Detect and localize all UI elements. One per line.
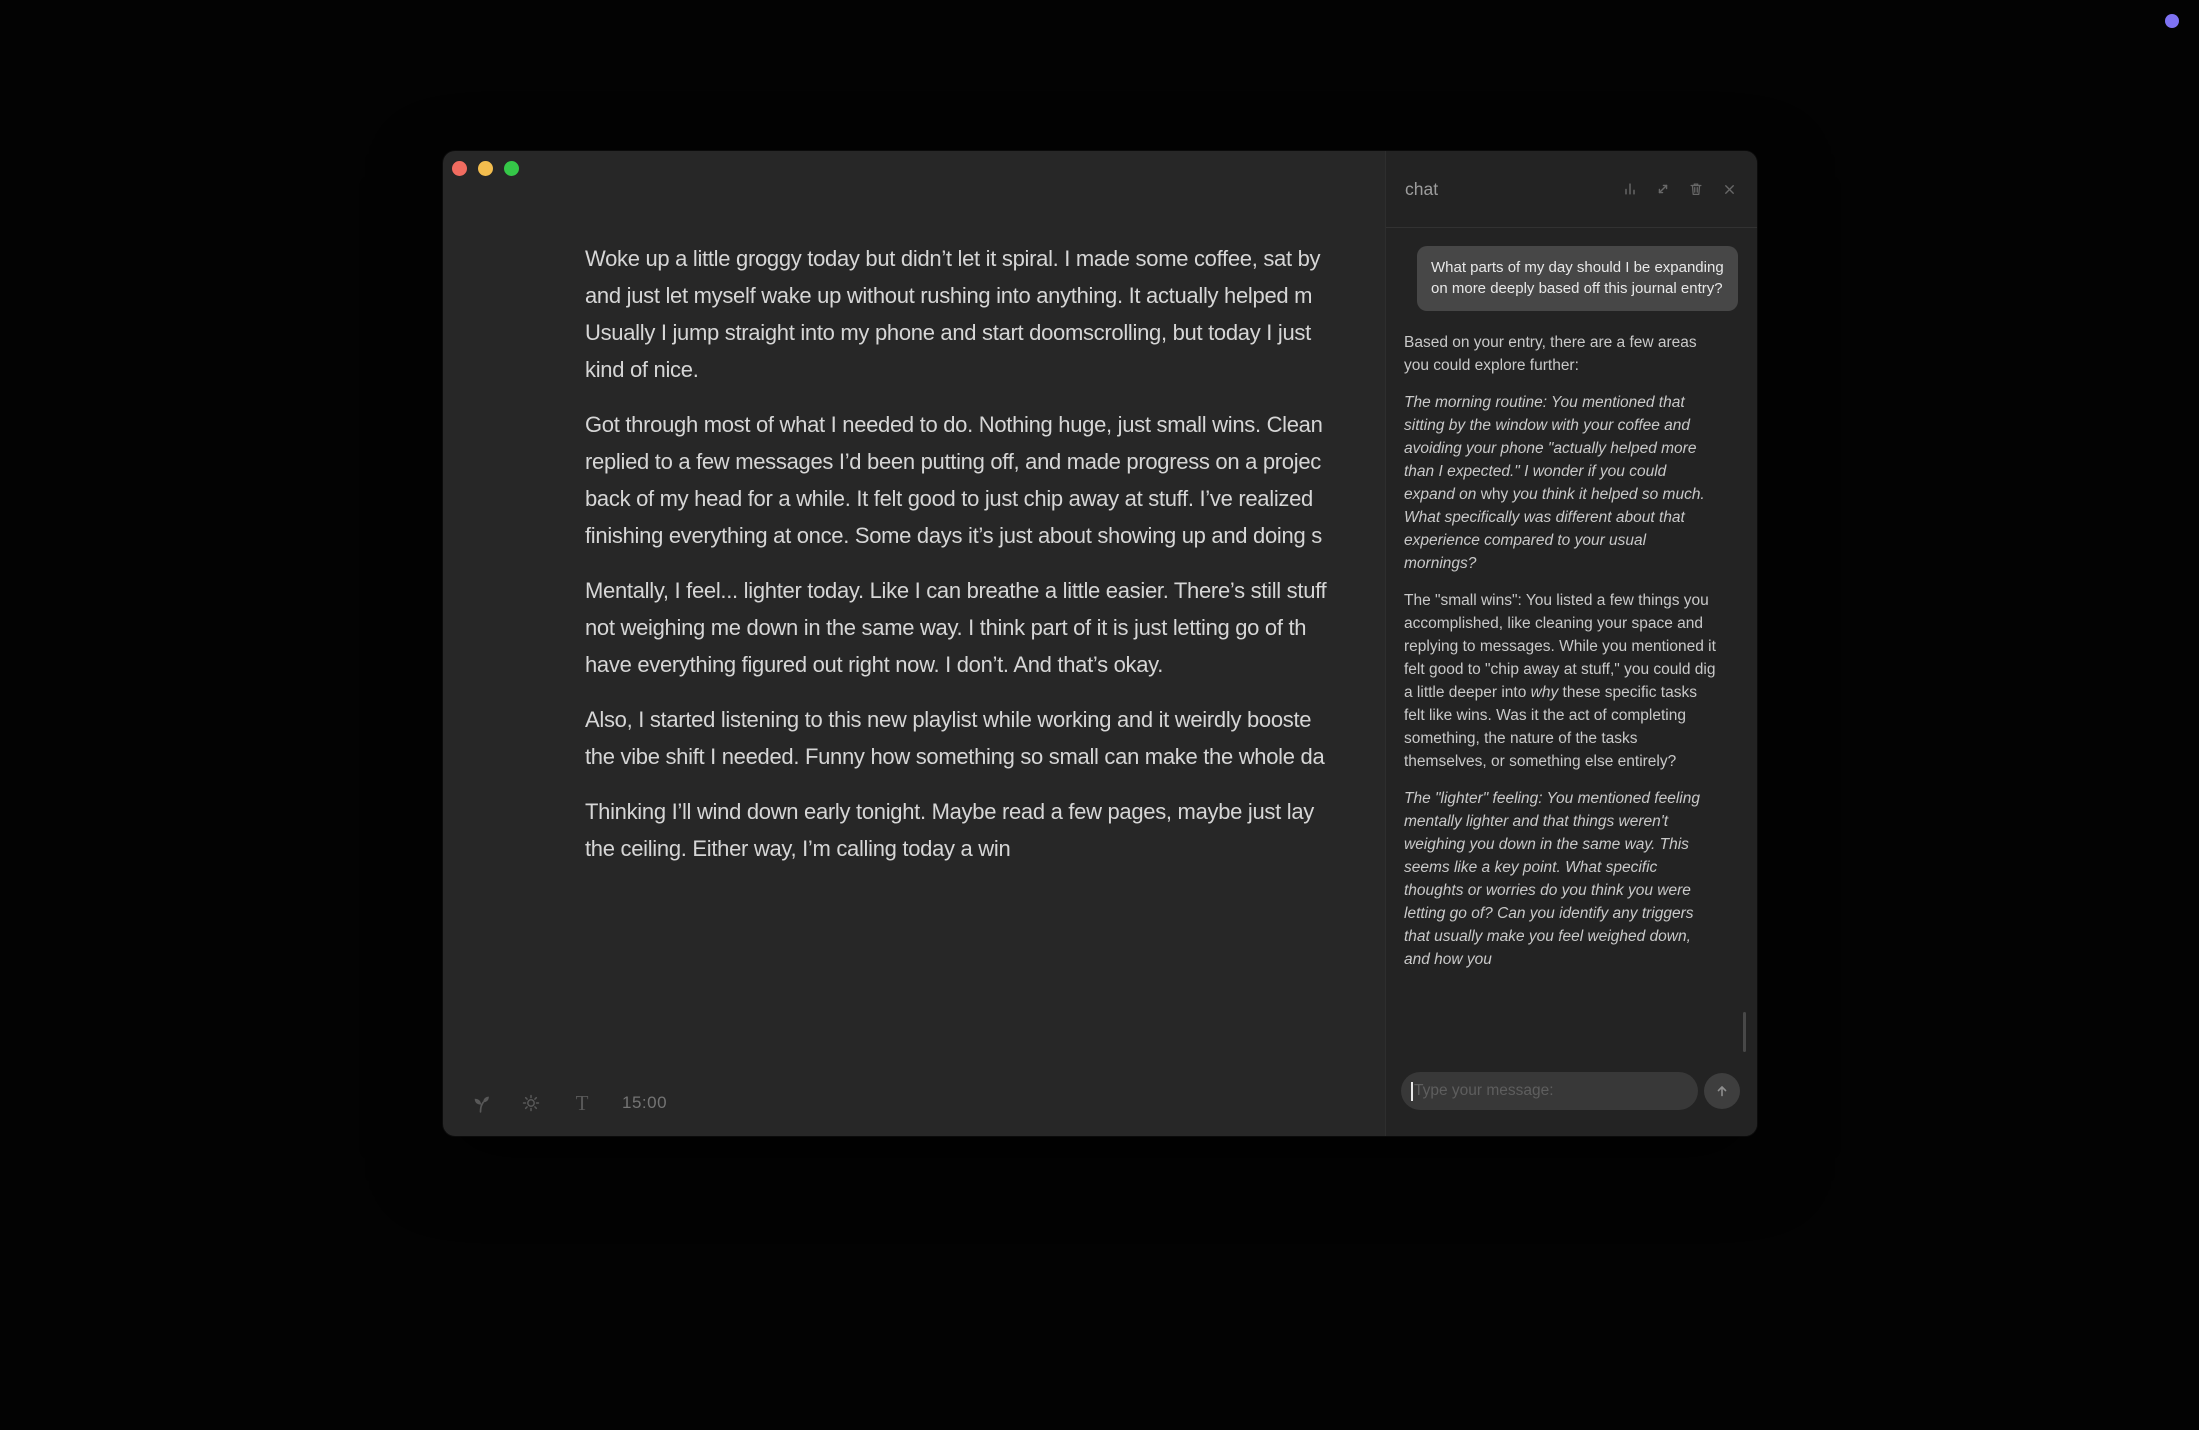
chat-title: chat [1405, 178, 1439, 199]
chat-header-icons [1621, 180, 1738, 198]
sprout-icon[interactable] [469, 1092, 491, 1114]
journal-line: the ceiling. Either way, I’m calling today a win [585, 836, 1011, 861]
chat-panel [1385, 151, 1757, 1136]
journal-line: replied to a few messages I’d been putting off, and made progress on a projec [585, 449, 1321, 474]
serif-t-icon[interactable] [571, 1092, 593, 1114]
journal-line: Mentally, I feel... lighter today. Like I can breathe a little easier. There’s still stuff [585, 578, 1327, 603]
journal-app-window [443, 151, 1757, 1136]
assistant-paragraph: The "small wins": You listed a few things you accomplished, like cleaning your space and replying to messages. While you mentioned it felt good to "chip away at stuff," you could dig a little deeper into why these specific tasks felt like wins. Was it the act of completing something, the nature of the tasks themselves, or something else entirely? [1404, 592, 1716, 770]
stats-icon[interactable] [1621, 180, 1639, 198]
chat-input-row [1386, 1060, 1757, 1136]
up-arrow-icon [1714, 1083, 1730, 1099]
sun-icon[interactable] [520, 1092, 542, 1114]
serif-t-glyph: T [575, 1090, 589, 1115]
message-input[interactable] [1401, 1072, 1698, 1110]
window-minimize-button[interactable] [478, 161, 493, 176]
close-icon[interactable] [1720, 180, 1738, 198]
chat-messages [1386, 229, 1757, 1060]
user-message: What parts of my day should I be expanding on more deeply based off this journal entry? [1417, 246, 1738, 311]
message-input-placeholder: Type your message: [1414, 1082, 1554, 1099]
journal-line: Thinking I’ll wind down early tonight. Maybe read a few pages, maybe just lay [585, 799, 1314, 824]
journal-line: the vibe shift I needed. Funny how something so small can make the whole da [585, 744, 1325, 769]
journal-line: Also, I started listening to this new playlist while working and it weirdly booste [585, 707, 1312, 732]
chat-scrollbar-thumb[interactable] [1743, 1012, 1746, 1052]
journal-line: have everything figured out right now. I don’t. And that’s okay. [585, 652, 1164, 677]
window-controls [452, 161, 519, 176]
text-caret [1411, 1082, 1413, 1101]
journal-line: kind of nice. [585, 357, 699, 382]
journal-line: back of my head for a while. It felt good to just chip away at stuff. I’ve realized [585, 486, 1313, 511]
timer-display[interactable]: 15:00 [622, 1093, 668, 1112]
journal-line: and just let myself wake up without rushing into anything. It actually helped m [585, 283, 1313, 308]
window-close-button[interactable] [452, 161, 467, 176]
journal-toolbar [469, 1092, 667, 1114]
assistant-paragraph: The "lighter" feeling: You mentioned feeling mentally lighter and that things weren't weighing you down in the same way. This seems like a key point. What specific thoughts or worries do you think you were letting go of? Can you identify any triggers that usually make you feel weighed down, and how you [1404, 790, 1700, 968]
journal-line: finishing everything at once. Some days it’s just about showing up and doing s [585, 523, 1322, 548]
send-button[interactable] [1704, 1073, 1740, 1109]
assistant-paragraph: The morning routine: You mentioned that sitting by the window with your coffee and avoiding your phone "actually helped more than I expected." I wonder if you could expand on why you think it helped so much. What specifically was different about that experience compared to your usual mornings? [1404, 394, 1705, 572]
chat-header [1386, 151, 1757, 228]
assistant-paragraph: Based on your entry, there are a few areas you could explore further: [1404, 334, 1697, 374]
trash-icon[interactable] [1687, 180, 1705, 198]
notification-dot [2165, 14, 2179, 28]
journal-line: not weighing me down in the same way. I think part of it is just letting go of th [585, 615, 1307, 640]
expand-icon[interactable] [1654, 180, 1672, 198]
journal-line: Woke up a little groggy today but didn’t let it spiral. I made some coffee, sat by [585, 246, 1321, 271]
assistant-message [1404, 331, 1716, 971]
window-zoom-button[interactable] [504, 161, 519, 176]
journal-line: Usually I jump straight into my phone and start doomscrolling, but today I just [585, 320, 1311, 345]
journal-line: Got through most of what I needed to do. Nothing huge, just small wins. Clean [585, 412, 1323, 437]
